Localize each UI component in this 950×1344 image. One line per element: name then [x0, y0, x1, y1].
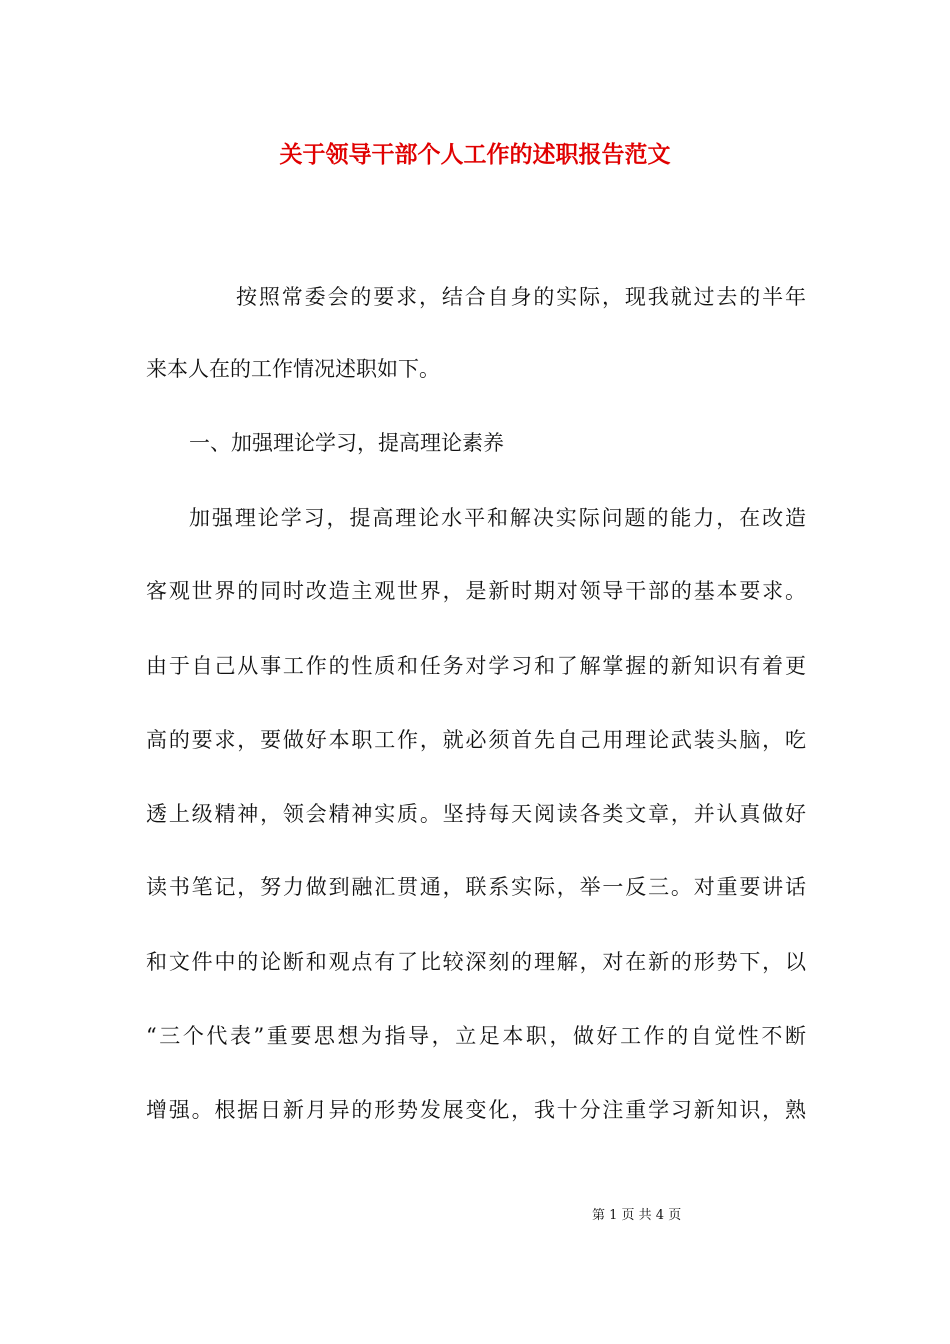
paragraph-line: 增强。根据日新月异的形势发展变化，我十分注重学习新知识，熟	[146, 1098, 806, 1122]
section-heading: 一、加强理论学习，提高理论素养	[189, 431, 504, 455]
paragraph-line: 高的要求，要做好本职工作，就必须首先自己用理论武装头脑，吃	[146, 728, 806, 752]
document-title: 关于领导干部个人工作的述职报告范文	[279, 141, 671, 168]
paragraph-line: “三个代表”重要思想为指导，立足本职，做好工作的自觉性不断	[146, 1024, 806, 1048]
paragraph-line: 和文件中的论断和观点有了比较深刻的理解，对在新的形势下，以	[146, 950, 806, 974]
paragraph-line: 加强理论学习，提高理论水平和解决实际问题的能力，在改造	[189, 506, 806, 530]
paragraph-line: 读书笔记，努力做到融汇贯通，联系实际，举一反三。对重要讲话	[146, 875, 806, 899]
paragraph-line: 来本人在的工作情况述职如下。	[146, 357, 440, 381]
page-number-footer: 第 1 页 共 4 页	[592, 1208, 682, 1223]
paragraph-line: 客观世界的同时改造主观世界，是新时期对领导干部的基本要求。	[146, 579, 806, 603]
paragraph-line: 透上级精神，领会精神实质。坚持每天阅读各类文章，并认真做好	[146, 802, 806, 826]
paragraph-line: 按照常委会的要求，结合自身的实际，现我就过去的半年	[236, 285, 806, 309]
paragraph-line: 由于自己从事工作的性质和任务对学习和了解掌握的新知识有着更	[146, 654, 806, 678]
